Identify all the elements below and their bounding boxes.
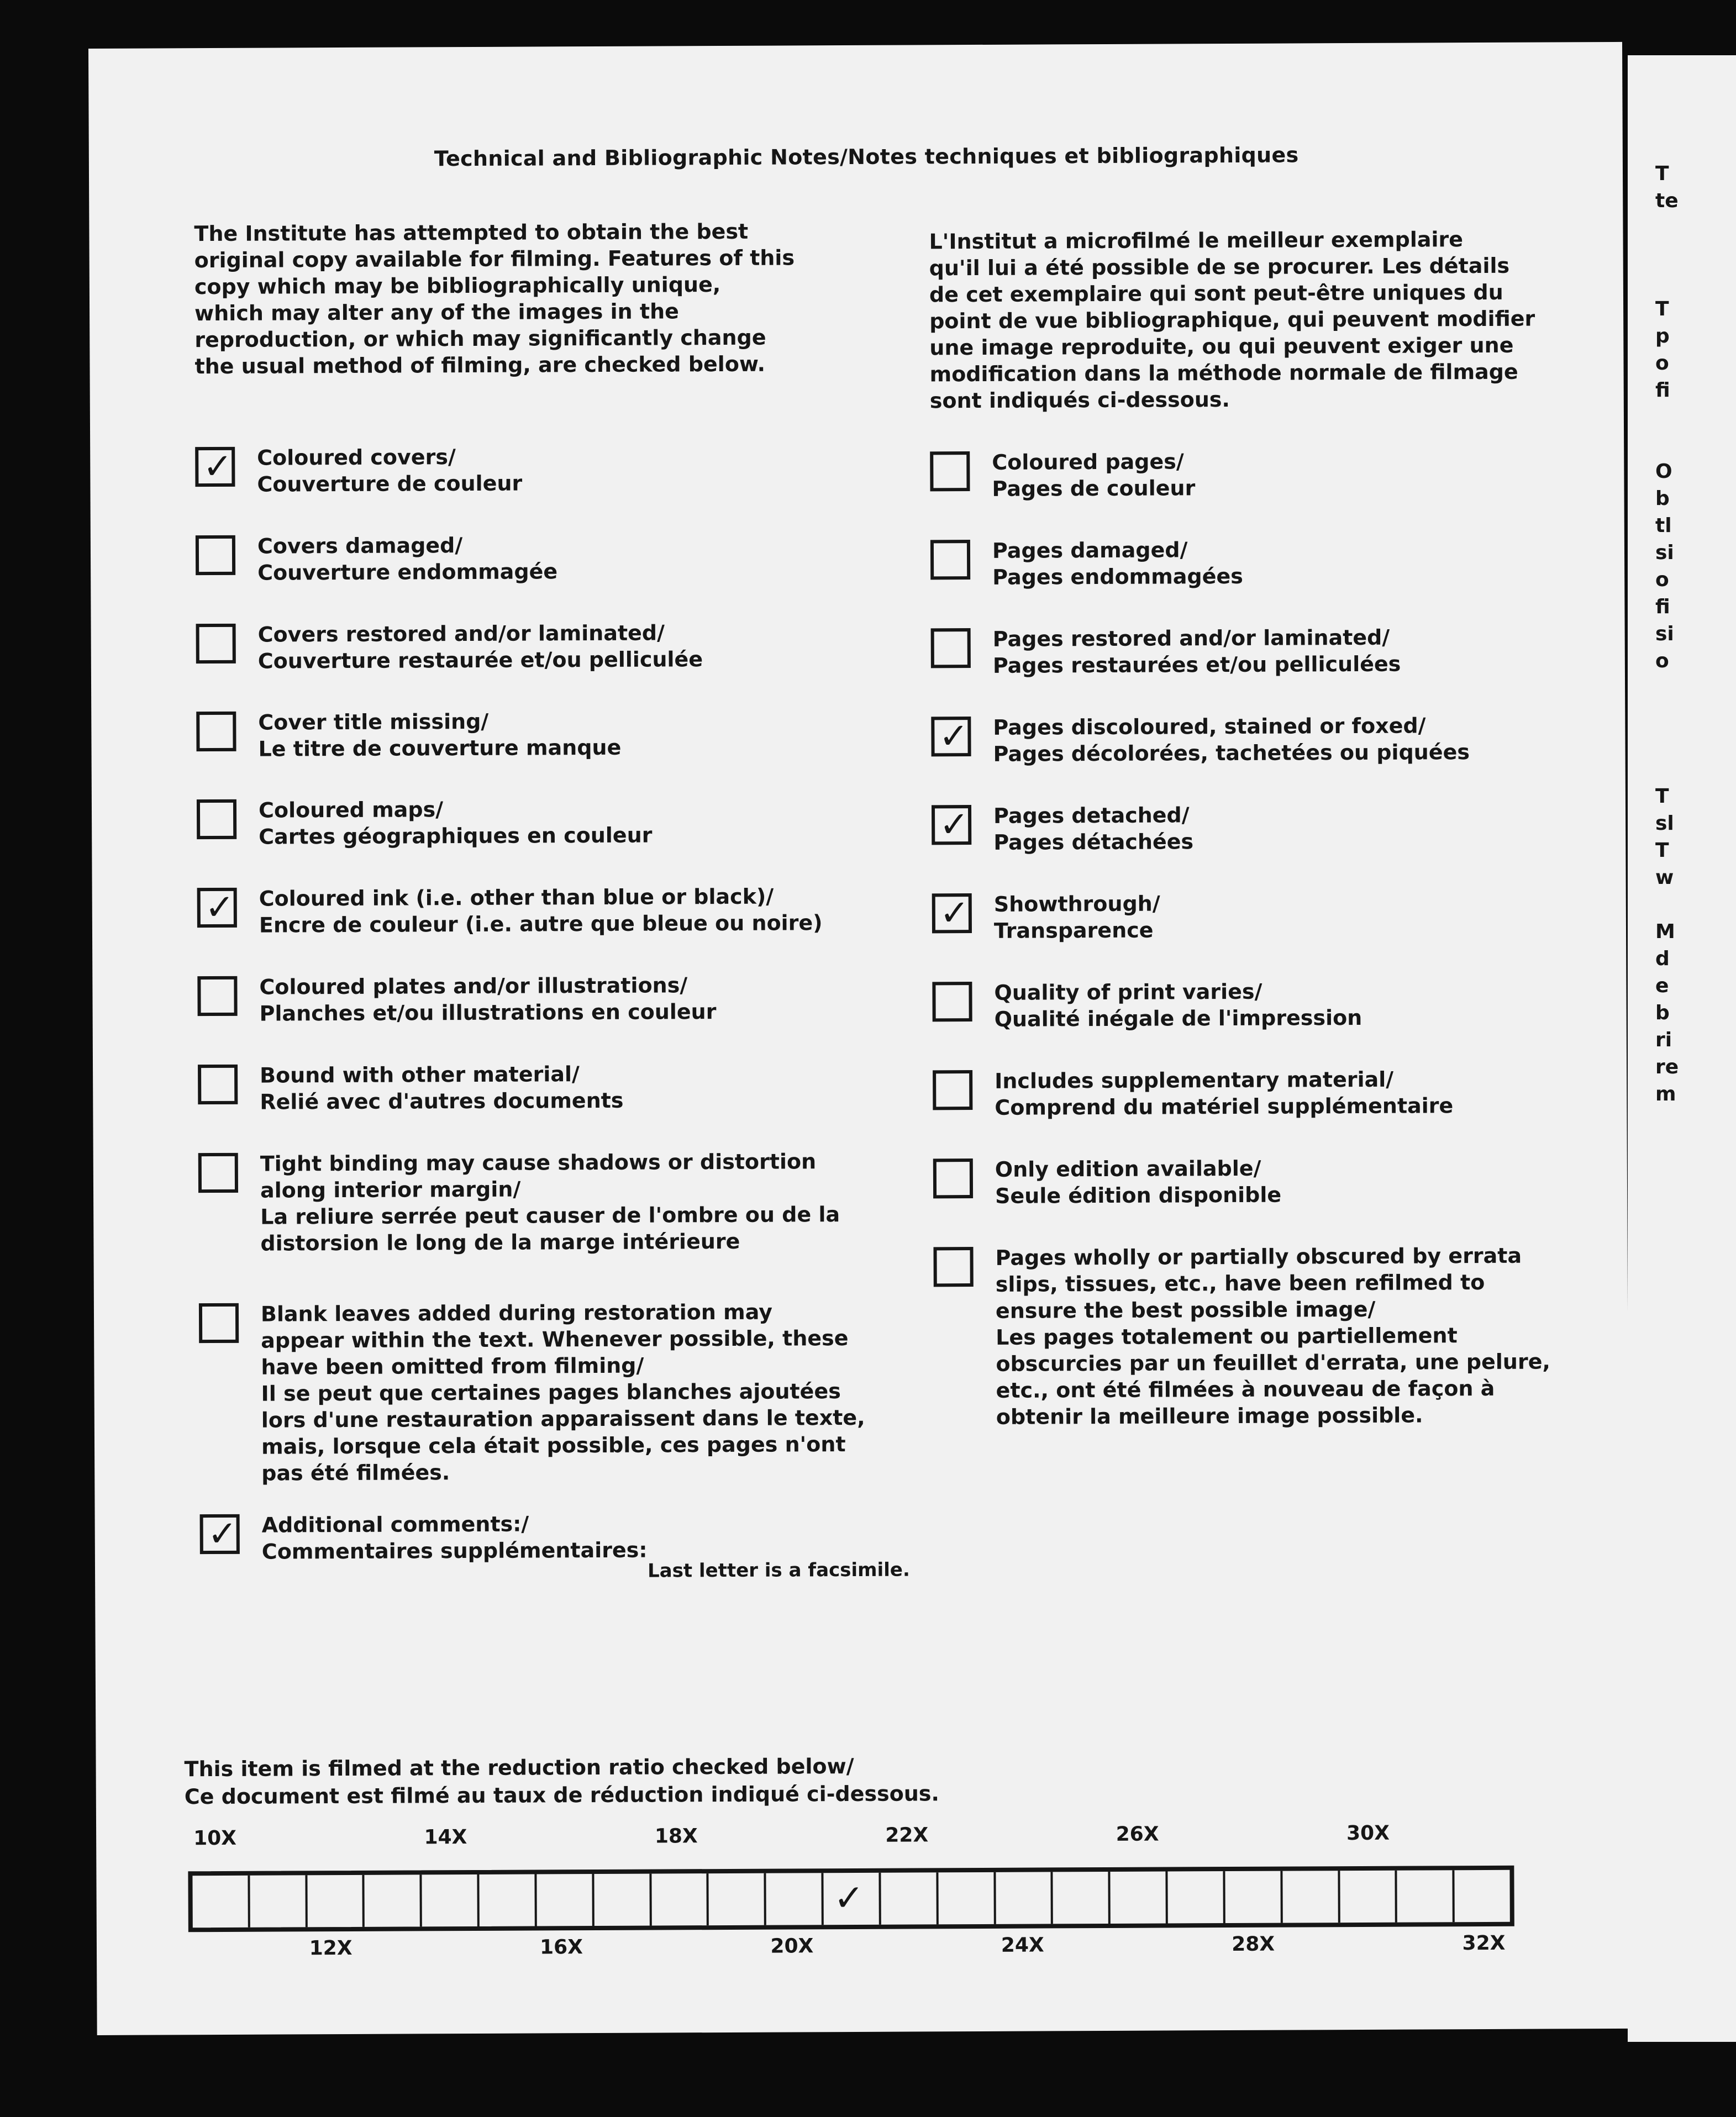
checkbox[interactable] [198,1065,238,1104]
ratio-cell[interactable] [709,1873,766,1925]
checklist-item [932,891,1160,945]
ratio-cell[interactable] [536,1874,594,1926]
label-line: Pages décolorées, tachetées ou piquées [993,740,1470,766]
label-line: distorsion le long de la marge intérieure [260,1229,740,1256]
ratio-cell[interactable] [307,1875,365,1927]
intro-english [194,218,795,380]
checklist-item-label [995,1242,1550,1430]
checklist-item [933,1155,1281,1210]
ratio-cell[interactable] [365,1874,422,1926]
label-line: Pages restored and/or laminated/ [992,625,1390,651]
label-line: Planches et/ou illustrations en couleur [259,999,717,1026]
checkbox[interactable] [931,628,971,668]
checkbox[interactable] [933,1070,972,1110]
label-line: mais, lorsque cela était possible, ces pages n'ont [261,1432,846,1459]
intro-line: qu'il lui a été possible de se procurer. Les détails [929,253,1510,281]
ratio-label: 22X [885,1824,929,1847]
ratio-cell[interactable] [1455,1870,1510,1922]
label-line: Transparence [993,918,1154,943]
checklist-item-label [258,619,703,675]
checkbox[interactable] [198,1153,238,1193]
label-line: Coloured maps/ [258,797,444,823]
label-line: Showthrough/ [993,891,1160,917]
page-title: Technical and Bibliographic Notes/Notes techniques et bibliographiques [434,143,1299,171]
checklist-item [931,624,1401,680]
ratio-cell[interactable] [651,1873,709,1925]
caption-line: This item is filmed at the reduction ratio checked below/ [184,1753,854,1782]
label-line: Pages détachées [993,829,1194,855]
checklist-item-label [261,1298,865,1487]
label-line: Pages endommagées [992,564,1243,589]
label-line: Pages wholly or partially obscured by errata [995,1243,1522,1270]
label-line: Additional comments:/ [261,1512,529,1537]
ratio-cell[interactable] [766,1873,824,1925]
checkbox[interactable] [930,451,970,491]
intro-line: The Institute has attempted to obtain the best [194,219,749,246]
intro-line: the usual method of filming, are checked below. [194,351,766,379]
label-line: Pages de couleur [992,476,1196,501]
checklist-item [933,1242,1550,1430]
label-line: Cartes géographiques en couleur [259,823,653,849]
label-line: Comprend du matériel supplémentaire [995,1093,1454,1120]
checklist-item-label [995,1155,1281,1209]
ratio-cell[interactable] [480,1874,537,1926]
ratio-cell[interactable] [1340,1871,1397,1923]
label-line: Bound with other material/ [260,1062,580,1088]
ratio-cell[interactable] [1397,1870,1455,1922]
checkbox[interactable] [197,799,236,839]
label-line: have been omitted from filming/ [261,1353,644,1379]
checklist-item [195,444,522,498]
intro-line: modification dans la méthode normale de filmage [929,359,1518,387]
label-line: Les pages totalement ou partiellement [996,1323,1458,1350]
ratio-cell[interactable] [1225,1871,1282,1923]
checkbox[interactable] [932,982,972,1021]
label-line: Couverture de couleur [257,471,523,497]
checklist-item-label [993,802,1193,856]
checkbox[interactable] [195,447,235,487]
checkbox[interactable] [933,1247,973,1287]
ratio-label: 18X [654,1825,698,1848]
ratio-label: 30X [1346,1821,1390,1845]
label-line: obscurcies par un feuillet d'errata, une pelure, [996,1349,1550,1376]
additional-comment-text: Last letter is a facsimile. [647,1558,910,1582]
label-line: slips, tissues, etc., have been refilmed to [995,1270,1485,1297]
ratio-cell[interactable] [594,1874,651,1926]
adjacent-page-strip [1628,55,1736,2042]
ratio-label: 24X [1001,1934,1044,1957]
notes-sheet [88,42,1631,2035]
label-line: Only edition available/ [995,1156,1261,1182]
check-mark-icon: ✓ [833,1876,865,1920]
label-line: obtenir la meilleure image possible. [996,1403,1423,1429]
ratio-label: 20X [770,1935,814,1958]
ratio-cell[interactable] [824,1873,881,1925]
ratio-cell[interactable] [881,1872,938,1924]
checklist-item [198,1148,840,1257]
ratio-label: 14X [424,1826,467,1849]
label-line: La reliure serrée peut causer de l'ombre ou de la [260,1202,840,1229]
ratio-cell[interactable] [1111,1872,1168,1924]
check-mark-icon: ✓ [939,804,969,846]
label-line: pas été filmées. [261,1460,450,1486]
checkbox[interactable] [197,976,237,1016]
checklist-item [199,1298,865,1487]
ratio-cell[interactable] [1167,1871,1225,1923]
ratio-cell[interactable] [1053,1872,1111,1924]
checklist-item [197,796,653,851]
ratio-label: 16X [539,1936,583,1959]
checklist-item-label [994,978,1362,1033]
checklist-item-label [993,712,1470,767]
label-line: Covers restored and/or laminated/ [257,620,665,647]
label-line: along interior margin/ [260,1177,521,1203]
reduction-ratio-strip [188,1866,1514,1932]
label-line: Seule édition disponible [995,1182,1282,1208]
check-mark-icon: ✓ [207,1513,238,1555]
checklist-item [932,802,1193,856]
checklist-item-label [262,1510,648,1565]
checklist-item-label [992,536,1243,591]
label-line: Pages detached/ [993,803,1190,828]
label-line: appear within the text. Whenever possible, these [261,1326,849,1353]
checklist-item-label [258,708,621,762]
ratio-label: 10X [193,1826,237,1850]
checklist-item [197,883,823,939]
checklist-item [930,536,1243,591]
label-line: Tight binding may cause shadows or distortion [260,1149,817,1176]
label-line: Coloured covers/ [257,445,456,470]
checklist-item [931,712,1470,767]
checkbox[interactable] [196,624,236,663]
label-line: Pages discoloured, stained or foxed/ [993,713,1426,740]
label-line: Blank leaves added during restoration may [260,1299,773,1326]
check-mark-icon: ✓ [204,887,235,929]
checklist-item-label [259,883,823,938]
ratio-label: 28X [1232,1932,1275,1956]
checkbox[interactable] [200,1514,240,1554]
checkbox[interactable] [196,712,236,751]
checklist-item-label [992,448,1195,502]
checkbox[interactable] [930,540,970,580]
reduction-ratio-caption [184,1752,939,1810]
intro-line: sont indiqués ci-dessous. [929,387,1230,413]
intro-line: which may alter any of the images in the [194,299,679,326]
checklist-item [197,972,716,1027]
label-line: lors d'une restauration apparaissent dans le texte, [261,1405,865,1433]
label-line: ensure the best possible image/ [995,1297,1376,1323]
label-line: Encre de couleur (i.e. autre que bleue ou noire) [259,910,823,938]
label-line: etc., ont été filmées à nouveau de façon à [996,1376,1495,1403]
checklist-item [200,1510,648,1566]
ratio-cell[interactable] [250,1875,307,1927]
ratio-cell[interactable] [938,1872,996,1924]
ratio-cell[interactable] [192,1876,250,1928]
intro-line: reproduction, or which may significantly change [194,325,766,352]
adjacent-page-fragments: T te T p o fi O b tl si o fi si o T sl T w M d e b ri re m [1655,162,1679,1105]
label-line: Couverture endommagée [257,559,558,585]
intro-line: original copy available for filming. Features of this [194,245,795,273]
ratio-cell[interactable] [996,1872,1053,1924]
label-line: Le titre de couverture manque [258,735,622,761]
checkbox[interactable] [931,717,971,756]
label-line: Pages damaged/ [992,538,1188,563]
checkbox[interactable] [197,888,237,928]
label-line: Pages restaurées et/ou pelliculées [992,651,1401,678]
label-line: Coloured plates and/or illustrations/ [259,973,688,999]
label-line: Coloured ink (i.e. other than blue or black)/ [259,884,774,911]
checklist-item [932,978,1362,1033]
checklist-item-label [260,1061,624,1115]
checkbox[interactable] [932,805,971,845]
check-mark-icon: ✓ [939,716,969,757]
checklist-item [933,1066,1453,1121]
checklist-item-label [260,1148,840,1257]
checkbox[interactable] [196,535,235,575]
label-line: Includes supplementary material/ [995,1067,1394,1093]
label-line: Cover title missing/ [258,709,489,735]
label-line: Covers damaged/ [257,533,463,559]
checklist-item [198,1061,624,1115]
intro-line: une image reproduite, ou qui peuvent exiger une [929,333,1514,360]
checklist-item-label [993,624,1401,679]
label-line: Commentaires supplémentaires: [261,1537,648,1564]
ratio-label: 12X [309,1936,353,1960]
check-mark-icon: ✓ [939,893,970,934]
label-line: Coloured pages/ [992,449,1184,475]
intro-line: copy which may be bibliographically unique, [194,272,721,299]
checklist-item-label [994,891,1160,944]
intro-line: L'Institut a microfilmé le meilleur exemplaire [929,227,1464,254]
label-line: Qualité inégale de l'impression [994,1005,1363,1031]
label-line: Quality of print varies/ [994,979,1262,1005]
label-line: Relié avec d'autres documents [260,1088,624,1114]
checkbox[interactable] [932,893,972,933]
intro-french [929,226,1535,414]
ratio-label: 32X [1462,1931,1506,1955]
checklist-item [196,531,557,586]
check-mark-icon: ✓ [203,446,233,488]
intro-line: point de vue bibliographique, qui peuvent modifier [929,306,1535,334]
label-line: Couverture restaurée et/ou pelliculée [257,647,703,673]
checklist-item-label [257,531,557,586]
checklist-item-label [257,444,522,498]
ratio-label: 26X [1116,1823,1159,1846]
intro-line: de cet exemplaire qui sont peut-être uniques du [929,280,1503,307]
caption-line: Ce document est filmé au taux de réduction indiqué ci-dessous. [184,1781,939,1809]
ratio-cell[interactable] [422,1874,480,1926]
checklist-item-label [995,1066,1453,1121]
checklist-item [930,448,1195,502]
ratio-cell[interactable] [1282,1871,1340,1923]
checkbox[interactable] [199,1303,239,1343]
label-line: Il se peut que certaines pages blanches ajoutées [261,1379,841,1406]
checklist-item-label [259,796,653,850]
checklist-item [196,619,703,675]
checkbox[interactable] [933,1158,973,1198]
checklist-item [196,708,621,762]
checklist-item-label [259,972,716,1027]
